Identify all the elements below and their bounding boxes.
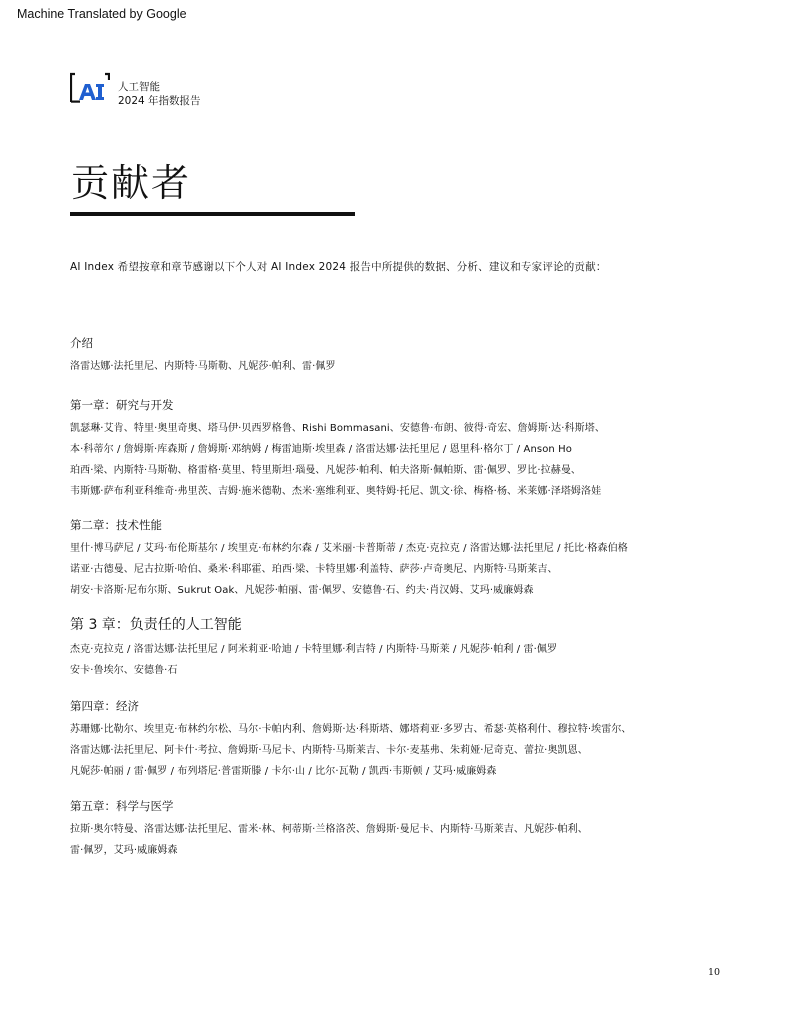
page-number: 10 — [708, 967, 721, 978]
contributor-line: 杰克·克拉克 / 洛雷达娜·法托里尼 / 阿米莉亚·哈迪 / 卡特里娜·利吉特 / 内斯特·马斯莱 / 凡妮莎·帕利 / 雷·佩罗 — [70, 644, 558, 655]
contributor-line: 诺亚·古德曼、尼古拉斯·哈伯、桑米·科耶霍、珀西·梁、卡特里娜·利盖特、萨莎·卢奇奥尼、内斯特·马斯莱吉、 — [70, 564, 558, 575]
report-label — [118, 80, 201, 108]
report-label-line2: 2024 年指数报告 — [118, 95, 201, 107]
contributor-line: 洛雷达娜·法托里尼、阿卡什·考拉、詹姆斯·马尼卡、内斯特·马斯莱吉、卡尔·麦基弗、朱莉娅·尼奇克、蕾拉·奥凯恩、 — [70, 745, 588, 756]
contributor-line: 洛雷达娜·法托里尼、内斯特·马斯勒、凡妮莎·帕利、雷·佩罗 — [70, 361, 336, 372]
contributor-line: 里什·博马萨尼 / 艾玛·布伦斯基尔 / 埃里克·布林约尔森 / 艾米丽·卡普斯蒂 / 杰克·克拉克 / 洛雷达娜·法托里尼 / 托比·格森伯格 — [70, 543, 628, 554]
report-label-line1: 人工智能 — [118, 81, 160, 93]
section-heading: 第五章：科学与医学 — [70, 799, 174, 813]
contributor-line: 苏珊娜·比勒尔、埃里克·布林约尔松、马尔·卡帕内利、詹姆斯·达·科斯塔、娜塔莉亚·多罗古、希瑟·英格利什、穆拉特·埃雷尔、 — [70, 724, 632, 735]
contributor-line: 胡安·卡洛斯·尼布尔斯、Sukrut Oak、凡妮莎·帕丽、雷·佩罗、安德鲁·石、约夫·肖汉姆、艾玛·威廉姆森 — [70, 585, 534, 596]
contributor-line: 雷·佩罗，艾玛·威廉姆森 — [70, 845, 178, 856]
contributor-line: 拉斯·奥尔特曼、洛雷达娜·法托里尼、雷米·林、柯蒂斯·兰格洛茨、詹姆斯·曼尼卡、内斯特·马斯莱吉、凡妮莎·帕利、 — [70, 824, 588, 835]
ai-index-logo — [70, 72, 110, 104]
contributor-line: 珀西·梁、内斯特·马斯勒、格雷格·莫里、特里斯坦·瑙曼、凡妮莎·帕利、帕夫洛斯·佩帕斯、雷·佩罗、罗比·拉赫曼、 — [70, 465, 582, 476]
section-chapter-5 — [70, 797, 730, 861]
section-heading: 介绍 — [70, 336, 93, 350]
section-chapter-3 — [70, 615, 730, 681]
title-underline — [70, 212, 355, 216]
section-introduction — [70, 334, 730, 377]
contributor-line: 凡妮莎·帕丽 / 雷·佩罗 / 布列塔尼·普雷斯滕 / 卡尔·山 / 比尔·瓦勒 / 凯西·韦斯顿 / 艾玛·威廉姆森 — [70, 766, 497, 777]
contributor-line: 本·科蒂尔 / 詹姆斯·库森斯 / 詹姆斯·邓纳姆 / 梅雷迪斯·埃里森 / 洛雷达娜·法托里尼 / 恩里科·格尔丁 / Anson Ho — [70, 444, 572, 455]
ai-logo-mark — [70, 72, 110, 104]
section-heading: 第 3 章：负责任的人工智能 — [70, 617, 242, 633]
machine-translation-banner: Machine Translated by Google — [17, 7, 187, 21]
contributor-line: 韦斯娜·萨布利亚科维奇·弗里茨、吉姆·施米德勒、杰米·塞维利亚、奥特姆·托尼、凯文·徐、梅格·杨、米莱娜·泽塔姆洛娃 — [70, 486, 602, 497]
section-chapter-4 — [70, 697, 730, 782]
intro-paragraph: AI Index 希望按章和章节感谢以下个人对 AI Index 2024 报告中所提供的数据、分析、建议和专家评论的贡献： — [70, 261, 607, 273]
contributor-line: 凯瑟琳·艾肯、特里·奥里奇奥、塔马伊·贝西罗格鲁、Rishi Bommasani、安德鲁·布朗、彼得·奇宏、詹姆斯·达·科斯塔、 — [70, 423, 605, 434]
page-title: 贡献者 — [71, 161, 192, 205]
section-heading: 第一章：研究与开发 — [70, 398, 174, 412]
section-chapter-1 — [70, 396, 730, 502]
section-heading: 第二章：技术性能 — [70, 518, 162, 532]
contributor-line: 安卡·鲁埃尔、安德鲁·石 — [70, 665, 178, 676]
section-chapter-2 — [70, 516, 730, 601]
section-heading: 第四章：经济 — [70, 699, 139, 713]
